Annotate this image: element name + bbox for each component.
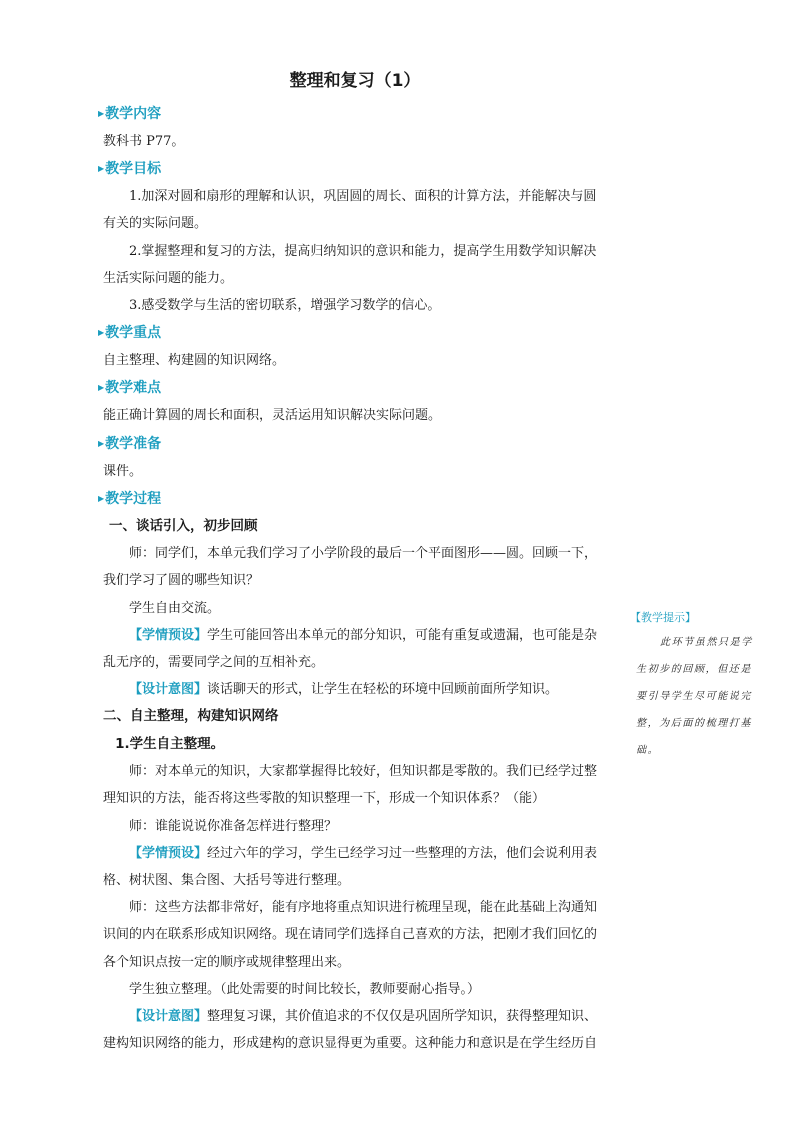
sidebar-title: 【教学提示】 [630,611,696,624]
paragraph: 【学情预设】学生可能回答出本单元的部分知识，可能有重复或遗漏，也可能是杂乱无序的，需要同学之间的互相补充。 [103,627,598,671]
section-heading-key: ▶教学重点 [98,325,162,342]
content-text: 教科书 P77。 [103,134,185,149]
presupposition-tag: 【学情预设】 [129,627,208,643]
prep-text: 课件。 [103,463,143,479]
triangle-icon: ▶ [98,328,105,338]
design-intent-tag: 【设计意图】 [129,1009,208,1025]
paragraph: 师：这些方法都非常好，能有序地将重点知识进行梳理呈现，能在此基础上沟通知识间的内在联系形成知识网络。现在请同学们选择自己喜欢的方法，把刚才我们回忆的各个知识点按一定的顺序或规律整理出来。 [103,900,598,970]
part1-title: 一、谈话引入，初步回顾 [109,517,258,534]
paragraph: 【设计意图】谈话聊天的形式，让学生在轻松的环境中回顾前面所学知识。 [129,682,559,698]
triangle-icon: ▶ [98,438,105,448]
sidebar-text: 此环节虽然只是学生初步的回顾，但还是要引导学生尽可能说完整，为后面的梳理打基础。 [636,637,753,756]
design-intent-tag: 【设计意图】 [129,682,208,698]
difficulty-text: 能正确计算圆的周长和面积，灵活运用知识解决实际问题。 [103,408,442,424]
paragraph: 师：同学们，本单元我们学习了小学阶段的最后一个平面图形——圆。回顾一下，我们学习了圆的哪些知识？ [103,546,598,589]
sub-title: 1.学生自主整理。 [115,735,225,752]
key-text: 自主整理、构建圆的知识网络。 [103,353,286,369]
paragraph: 师：对本单元的知识，大家都掌握得比较好，但知识都是零散的。我们已经学过整理知识的方法，能否将这些零散的知识整理一下，形成一个知识体系？（能） [103,764,598,807]
paragraph: 学生独立整理。（此处需要的时间比较长，教师要耐心指导。） [129,981,481,997]
triangle-icon: ▶ [98,383,105,393]
presupposition-tag: 【学情预设】 [129,845,208,861]
goal-item: 1.加深对圆和扇形的理解和认识，巩固圆的周长、面积的计算方法，并能解决与圆有关的实际问题。 [103,189,597,232]
lesson-body [98,100,608,1058]
section-heading-content: ▶教学内容 [98,106,162,122]
triangle-icon: ▶ [98,164,105,174]
section-heading-process: ▶教学过程 [98,490,162,507]
section-heading-difficulty: ▶教学难点 [98,380,162,397]
goal-item: 3.感受数学与生活的密切联系，增强学习数学的信心。 [129,298,441,314]
triangle-icon: ▶ [98,493,105,503]
teaching-tip-sidebar [630,607,762,764]
part2-title: 二、自主整理，构建知识网络 [103,708,279,725]
paragraph: 【设计意图】整理复习课，其价值追求的不仅仅是巩固所学知识，获得整理知识、建构知识网络的能力，形成建构的意识显得更为重要。这种能力和意识是在学生经历自 [103,1009,598,1052]
section-heading-goals: ▶教学目标 [98,161,162,178]
triangle-icon: ▶ [98,109,105,118]
paragraph: 【学情预设】经过六年的学习，学生已经学习过一些整理的方法，他们会说利用表格、树状图、集合图、大括号等进行整理。 [103,845,598,889]
paragraph: 师：谁能说说你准备怎样进行整理？ [129,818,338,834]
paragraph: 学生自由交流。 [129,600,221,616]
section-heading-prep: ▶教学准备 [98,435,162,452]
page-title: 整理和复习（1） [289,71,421,91]
goal-item: 2.掌握整理和复习的方法，提高归纳知识的意识和能力，提高学生用数学知识解决生活实际问题的能力。 [103,243,597,286]
